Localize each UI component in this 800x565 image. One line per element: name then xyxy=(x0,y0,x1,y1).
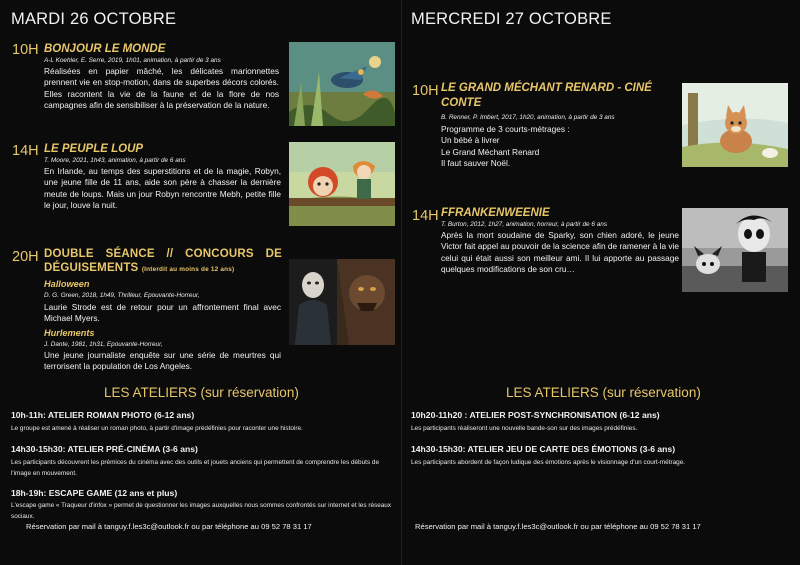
film-program xyxy=(441,124,671,170)
film-time: 10H xyxy=(412,83,439,99)
workshop-title: 14h30-15h30: ATELIER PRÉ-CINÉMA (3-6 ans) xyxy=(11,444,198,454)
film-credits: B. Renner, P. Imbert, 2017, 1h20, animation, à partir de 3 ans xyxy=(441,114,615,121)
film-title: LE PEUPLE LOUP xyxy=(44,143,144,155)
film-time: 14H xyxy=(412,208,439,224)
workshop-description: L'escape game « Traqueur d'infox » permet de questionner les images auxquelles nous sommes confrontés sur internet et les réseaux sociaux. xyxy=(11,502,392,520)
workshop-title: 10h-11h: ATELIER ROMAN PHOTO (6-12 ans) xyxy=(11,410,195,420)
film-credits: T. Burton, 2012, 1h27, animation, horreur, à partir de 6 ans xyxy=(441,221,608,228)
workshop-description: Les participants abordent de façon ludique des émotions après le visionnage d'un court-métrage. xyxy=(411,459,686,466)
film-title: Hurlements xyxy=(44,328,95,338)
workshop-description: Les participants réaliseront une nouvelle bande-son sur des images prédéfinies. xyxy=(411,425,638,432)
film-poster-le-grand-mechant-renard xyxy=(682,83,788,167)
film-poster-le-peuple-loup xyxy=(289,142,395,226)
film-title: BONJOUR LE MONDE xyxy=(44,43,166,55)
day-heading-wednesday: MERCREDI 27 OCTOBRE xyxy=(411,10,612,28)
film-time: 14H xyxy=(12,143,39,159)
film-time: 20H xyxy=(12,249,39,265)
film-title: Halloween xyxy=(44,279,90,289)
film-poster-halloween-hurlements xyxy=(289,259,395,345)
film-poster-bonjour-le-monde xyxy=(289,42,395,126)
program-line: Programme de 3 courts-métrages : xyxy=(441,124,570,134)
workshop-title: 18h-19h: ESCAPE GAME (12 ans et plus) xyxy=(11,488,178,498)
workshop-title: 14h30-15h30: ATELIER JEU DE CARTE DES ÉMOTIONS (3-6 ans) xyxy=(411,444,676,454)
film-credits: J. Dante, 1981, 1h31, Epouvante-Horreur, xyxy=(44,341,163,348)
film-poster-frankenweenie xyxy=(682,208,788,292)
workshop-description: Les participants découvrent les prémices du cinéma avec des outils et jouets anciens qui permettent de comprendre les débuts de l'image en mouvement. xyxy=(11,459,380,477)
workshop-title: 10h20-11h20 : ATELIER POST-SYNCHRONISATION (6-12 ans) xyxy=(411,410,660,420)
film-time: 10H xyxy=(12,42,39,58)
film-credits: T. Moore, 2021, 1h43, animation, à partir de 6 ans xyxy=(44,157,186,164)
film-description: Une jeune journaliste enquête sur une série de meurtres qui terrorisent la population de Los Angeles. xyxy=(44,350,281,372)
program-line: Un bébé à livrer xyxy=(441,135,500,146)
age-restriction-note: (Interdit au moins de 12 ans) xyxy=(141,266,235,273)
film-title: LE GRAND MÉCHANT RENARD - CINÉ CONTE xyxy=(441,82,652,109)
program-line: Le Grand Méchant Renard xyxy=(441,146,540,157)
right-column-wednesday xyxy=(401,0,800,565)
film-description: Après la mort soudaine de Sparky, son chien adoré, le jeune Victor fait appel au pouvoir de la science afin de ramener à la vie celui qui était aussi son meilleur ami. Il lui apporte au passage quelques modifications de son cru… xyxy=(441,230,679,275)
film-title: FFRANKENWEENIE xyxy=(441,207,550,219)
film-description: Laurie Strode est de retour pour un affrontement final avec Michael Myers. xyxy=(44,302,281,324)
film-credits: D. G. Green, 2018, 1h49, Thrilleur, Epouvante-Horreur, xyxy=(44,292,200,299)
workshops-heading: LES ATELIERS (sur réservation) xyxy=(104,385,299,400)
film-credits: A-L Koehler, E. Serre, 2019, 1h01, animation, à partir de 3 ans xyxy=(44,57,221,64)
program-line: Il faut sauver Noël. xyxy=(441,158,511,169)
workshop-description: Le groupe est amené à réaliser un roman photo, à partir d'image prédéfinies pour raconter une histoire. xyxy=(11,425,303,432)
double-feature-title xyxy=(44,247,282,277)
double-feature-title-text: DOUBLE SÉANCE // CONCOURS DE DÉGUISEMENTS xyxy=(44,248,282,274)
day-heading-tuesday: MARDI 26 OCTOBRE xyxy=(11,10,177,28)
reservation-contact: Réservation par mail à tanguy.f.les3c@outlook.fr ou par téléphone au 09 52 78 31 17 xyxy=(415,522,701,531)
workshops-heading: LES ATELIERS (sur réservation) xyxy=(506,385,701,400)
film-description: Réalisées en papier mâché, les délicates marionnettes prennent vie en stop-motion, dans de superbes décors colorés. Elles racontent la vie de la faune et de la flore de nos campagnes afin de sensibiliser à la préservation de la nature. xyxy=(44,66,279,111)
reservation-contact: Réservation par mail à tanguy.f.les3c@outlook.fr ou par téléphone au 09 52 78 31 17 xyxy=(26,522,312,531)
film-description: En Irlande, au temps des superstitions et de la magie, Robyn, une jeune fille de 11 ans, aide son père à chasser la dernière meute de loups. Mais un jour Robyn rencontre Mebh, petite fille le jour, louve la nuit. xyxy=(44,166,281,211)
